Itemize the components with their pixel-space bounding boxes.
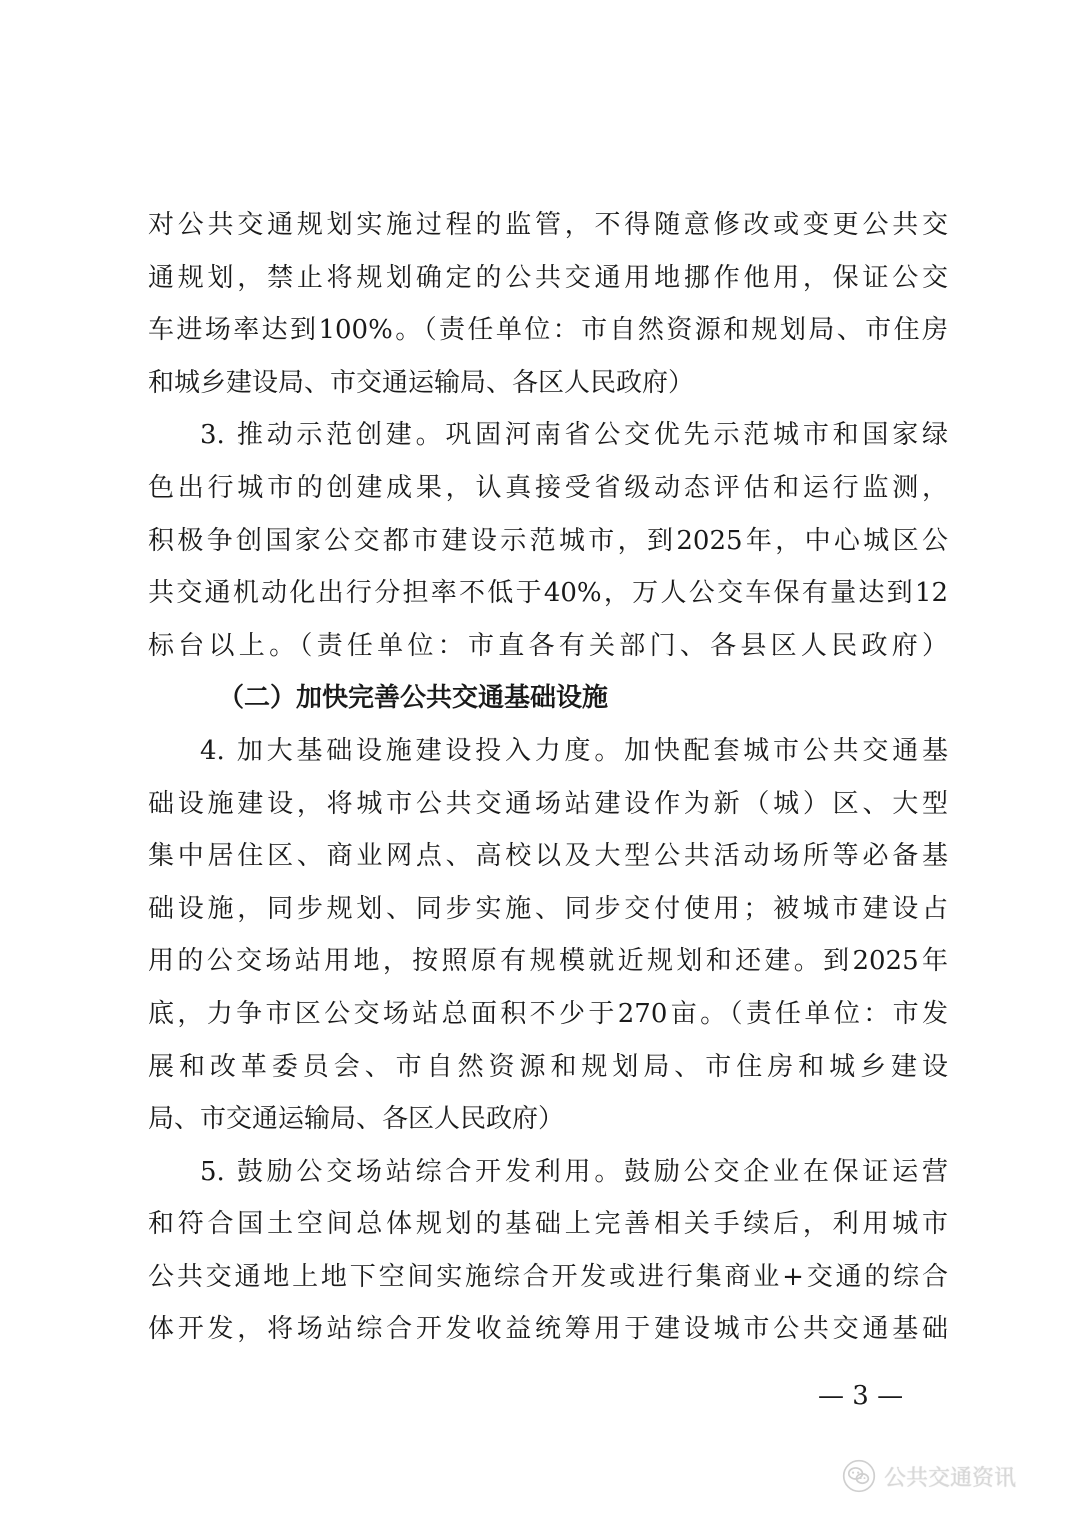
- text-line: 色出行城市的创建成果，认真接受省级动态评估和运行监测，: [148, 472, 948, 503]
- page-number: — 3 —: [818, 1381, 904, 1411]
- text-line: 底，力争市区公交场站总面积不少于270亩。（责任单位：市发: [148, 998, 948, 1029]
- text-line: 础设施，同步规划、同步实施、同步交付使用；被城市建设占: [148, 893, 948, 924]
- text-line: 车进场率达到100%。（责任单位：市自然资源和规划局、市住房: [148, 315, 948, 346]
- text-line: 局、市交通运输局、各区人民政府）: [148, 1104, 565, 1135]
- wechat-icon: [842, 1459, 876, 1493]
- text-line: 础设施建设，将城市公共交通场站建设作为新（城）区、大型: [148, 788, 948, 819]
- watermark-text: 公共交通资讯: [884, 1465, 1017, 1491]
- text-line: 集中居住区、商业网点、高校以及大型公共活动场所等必备基: [148, 841, 948, 872]
- text-line: 公共交通地上地下空间实施综合开发或进行集商业+交通的综合: [148, 1261, 948, 1292]
- text-line: 5. 鼓励公交场站综合开发利用。鼓励公交企业在保证运营: [200, 1156, 948, 1187]
- text-line: 对公共交通规划实施过程的监管，不得随意修改或变更公共交: [148, 210, 948, 240]
- section-heading: （二）加快完善公共交通基础设施: [218, 683, 609, 714]
- watermark: [842, 1454, 1016, 1498]
- text-line: 和符合国土空间总体规划的基础上完善相关手续后，利用城市: [148, 1209, 948, 1240]
- text-line: 通规划，禁止将规划确定的公共交通用地挪作他用，保证公交: [148, 262, 948, 293]
- text-line: 和城乡建设局、市交通运输局、各区人民政府）: [148, 367, 695, 398]
- text-line: 展和改革委员会、市自然资源和规划局、市住房和城乡建设: [148, 1051, 948, 1082]
- text-line: 共交通机动化出行分担率不低于40%，万人公交车保有量达到12: [148, 578, 948, 609]
- text-line: 体开发，将场站综合开发收益统筹用于建设城市公共交通基础: [148, 1314, 948, 1345]
- text-line: 积极争创国家公交都市建设示范城市，到2025年，中心城区公: [148, 525, 948, 556]
- document-body: [148, 199, 948, 1356]
- text-line: 标台以上。（责任单位：市直各有关部门、各县区人民政府）: [148, 630, 948, 661]
- text-line: 3. 推动示范创建。巩固河南省公交优先示范城市和国家绿: [200, 420, 948, 451]
- text-line: 用的公交场站用地，按照原有规模就近规划和还建。到2025年: [148, 946, 948, 977]
- text-line: 4. 加大基础设施建设投入力度。加快配套城市公共交通基: [200, 735, 948, 766]
